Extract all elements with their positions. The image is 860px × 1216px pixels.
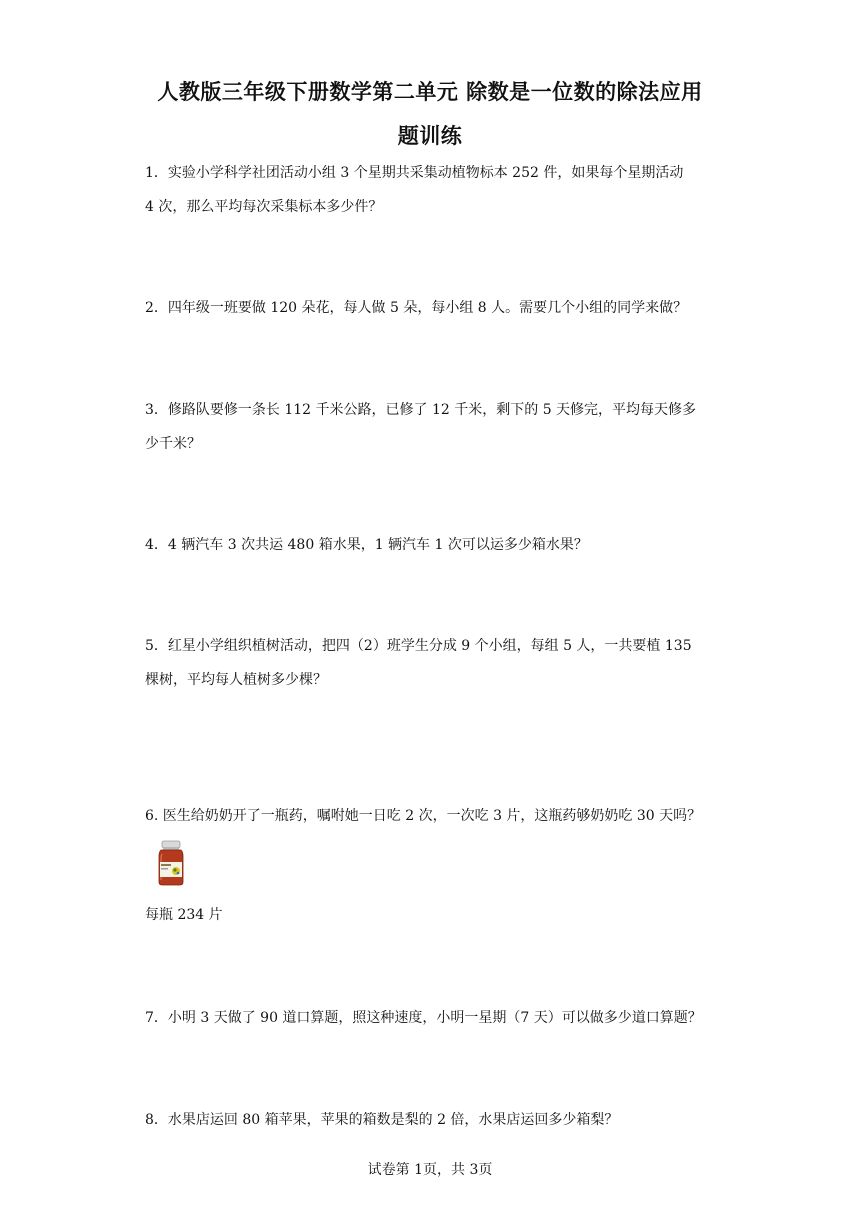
question-text: 8．水果店运回 80 箱苹果，苹果的箱数是梨的 2 倍，水果店运回多少箱梨？ [145,1112,619,1128]
page-title-line-1: 人教版三年级下册数学第二单元 除数是一位数的除法应用 [157,80,703,104]
question-text: 4 次，那么平均每次采集标本多少件？ [145,199,383,215]
question-text: 6. 医生给奶奶开了一瓶药，嘱咐她一日吃 2 次，一次吃 3 片，这瓶药够奶奶吃 30 天吗？ [145,808,702,824]
image-caption: 每瓶 234 片 [145,907,223,923]
question-text: 5．红星小学组织植树活动，把四（2）班学生分成 9 个小组，每组 5 人，一共要植 135 [145,638,692,654]
question-text: 2．四年级一班要做 120 朵花，每人做 5 朵，每小组 8 人。需要几个小组的同学来做？ [145,300,688,316]
question-text: 3．修路队要修一条长 112 千米公路，已修了 12 千米，剩下的 5 天修完，平均每天修多 [145,402,697,418]
question-text: 7．小明 3 天做了 90 道口算题，照这种速度，小明一星期（7 天）可以做多少道口算题？ [145,1010,702,1026]
medicine-bottle-icon [156,840,186,886]
question-text: 少千米？ [145,436,201,452]
page-title-line-2: 题训练 [397,124,463,148]
page-footer: 试卷第 1页，共 3页 [367,1162,493,1178]
question-text: 1．实验小学科学社团活动小组 3 个星期共采集动植物标本 252 件，如果每个星期活动 [145,165,684,181]
question-text: 棵树，平均每人植树多少棵？ [145,672,327,688]
question-text: 4．4 辆汽车 3 次共运 480 箱水果，1 辆汽车 1 次可以运多少箱水果？ [145,537,588,553]
